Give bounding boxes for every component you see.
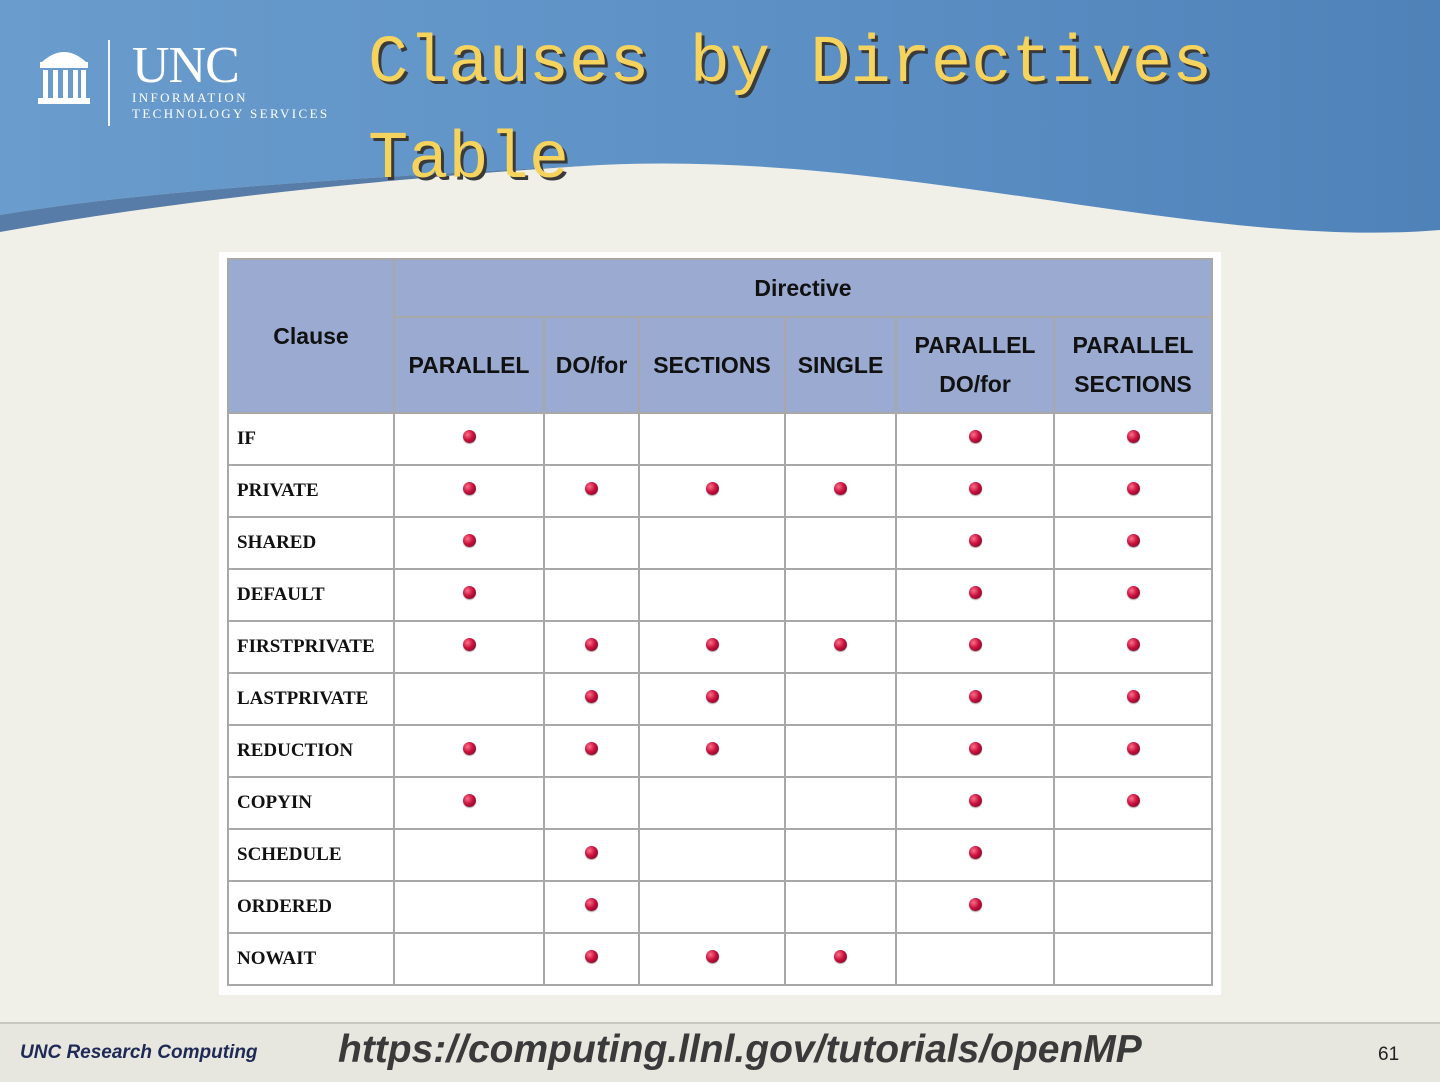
directive-header-line1: PARALLEL <box>914 332 1036 358</box>
supported-dot-icon <box>706 950 719 963</box>
table-cell <box>545 622 638 672</box>
directive-header-2 <box>640 318 784 412</box>
directive-header-line1: PARALLEL <box>408 351 530 378</box>
supported-dot-icon <box>1127 586 1140 599</box>
table-cell <box>545 414 638 464</box>
table-cell <box>1055 882 1211 932</box>
directive-header-line1: SINGLE <box>797 351 884 378</box>
logo-line-2: TECHNOLOGY SERVICES <box>132 106 330 121</box>
clause-name: DEFAULT <box>229 570 393 620</box>
supported-dot-icon <box>969 482 982 495</box>
logo-divider <box>108 40 110 126</box>
table-cell <box>395 830 543 880</box>
table-cell <box>545 726 638 776</box>
clauses-table-panel <box>219 252 1221 995</box>
directive-header-0 <box>395 318 543 412</box>
supported-dot-icon <box>969 638 982 651</box>
table-cell <box>897 830 1053 880</box>
clause-name: SHARED <box>229 518 393 568</box>
table-cell <box>395 622 543 672</box>
directive-group-header: Directive <box>395 260 1211 316</box>
table-cell <box>395 934 543 984</box>
clauses-directives-table <box>227 258 1213 986</box>
table-cell <box>786 570 895 620</box>
clause-column-header: Clause <box>229 260 393 412</box>
supported-dot-icon <box>585 950 598 963</box>
table-cell <box>640 674 784 724</box>
supported-dot-icon <box>969 430 982 443</box>
clause-name: IF <box>229 414 393 464</box>
table-cell <box>640 882 784 932</box>
clause-name: NOWAIT <box>229 934 393 984</box>
table-cell <box>640 466 784 516</box>
supported-dot-icon <box>969 846 982 859</box>
supported-dot-icon <box>969 898 982 911</box>
supported-dot-icon <box>969 794 982 807</box>
table-cell <box>640 414 784 464</box>
supported-dot-icon <box>1127 638 1140 651</box>
table-row <box>229 518 1211 568</box>
clause-name: LASTPRIVATE <box>229 674 393 724</box>
table-row <box>229 622 1211 672</box>
table-cell <box>395 726 543 776</box>
table-cell <box>1055 414 1211 464</box>
table-cell <box>897 726 1053 776</box>
table-cell <box>786 882 895 932</box>
table-row <box>229 778 1211 828</box>
footer-org: UNC Research Computing <box>20 1042 258 1063</box>
slide-title: Clauses by Directives Table <box>368 26 1213 198</box>
supported-dot-icon <box>585 846 598 859</box>
table-row <box>229 674 1211 724</box>
clause-name: COPYIN <box>229 778 393 828</box>
table-cell <box>1055 778 1211 828</box>
table-cell <box>640 830 784 880</box>
table-cell <box>786 518 895 568</box>
clause-name: ORDERED <box>229 882 393 932</box>
table-row <box>229 830 1211 880</box>
logo-line-1: INFORMATION <box>132 90 248 105</box>
clause-name: REDUCTION <box>229 726 393 776</box>
table-cell <box>640 726 784 776</box>
supported-dot-icon <box>969 690 982 703</box>
table-row <box>229 570 1211 620</box>
table-row <box>229 882 1211 932</box>
supported-dot-icon <box>463 534 476 547</box>
table-cell <box>897 518 1053 568</box>
directive-header-4 <box>897 318 1053 412</box>
table-cell <box>1055 570 1211 620</box>
table-cell <box>897 882 1053 932</box>
table-cell <box>640 570 784 620</box>
supported-dot-icon <box>1127 430 1140 443</box>
supported-dot-icon <box>585 898 598 911</box>
table-cell <box>786 778 895 828</box>
directive-header-1 <box>545 318 638 412</box>
table-body <box>229 414 1211 984</box>
table-cell <box>897 778 1053 828</box>
table-cell <box>545 570 638 620</box>
supported-dot-icon <box>706 482 719 495</box>
logo-wordmark: UNC <box>132 37 239 94</box>
table-cell <box>395 466 543 516</box>
supported-dot-icon <box>463 742 476 755</box>
table-cell <box>545 518 638 568</box>
table-cell <box>545 882 638 932</box>
supported-dot-icon <box>706 742 719 755</box>
table-cell <box>786 466 895 516</box>
table-cell <box>545 466 638 516</box>
table-cell <box>786 414 895 464</box>
supported-dot-icon <box>585 482 598 495</box>
clause-name: FIRSTPRIVATE <box>229 622 393 672</box>
supported-dot-icon <box>463 586 476 599</box>
table-cell <box>395 882 543 932</box>
table-cell <box>786 934 895 984</box>
table-cell <box>897 570 1053 620</box>
table-cell <box>395 414 543 464</box>
footer-url: https://computing.llnl.gov/tutorials/openMP <box>338 1028 1142 1071</box>
supported-dot-icon <box>834 482 847 495</box>
table-cell <box>786 830 895 880</box>
table-cell <box>640 518 784 568</box>
table-cell <box>786 622 895 672</box>
supported-dot-icon <box>585 690 598 703</box>
supported-dot-icon <box>1127 742 1140 755</box>
supported-dot-icon <box>969 534 982 547</box>
directive-header-line1: SECTIONS <box>653 351 771 378</box>
table-row <box>229 414 1211 464</box>
supported-dot-icon <box>834 638 847 651</box>
supported-dot-icon <box>463 794 476 807</box>
supported-dot-icon <box>834 950 847 963</box>
table-cell <box>545 830 638 880</box>
supported-dot-icon <box>585 638 598 651</box>
table-cell <box>1055 934 1211 984</box>
table-cell <box>897 622 1053 672</box>
table-row <box>229 726 1211 776</box>
directive-header-line1: PARALLEL <box>1072 332 1194 358</box>
table-cell <box>395 570 543 620</box>
table-cell <box>1055 466 1211 516</box>
table-row <box>229 934 1211 984</box>
unc-its-logo <box>36 36 396 132</box>
page-number: 61 <box>1378 1044 1400 1065</box>
table-cell <box>1055 622 1211 672</box>
supported-dot-icon <box>585 742 598 755</box>
table-cell <box>640 622 784 672</box>
table-cell <box>545 934 638 984</box>
clause-name: SCHEDULE <box>229 830 393 880</box>
table-cell <box>1055 518 1211 568</box>
table-cell <box>897 934 1053 984</box>
supported-dot-icon <box>969 586 982 599</box>
table-cell <box>545 674 638 724</box>
table-cell <box>897 414 1053 464</box>
supported-dot-icon <box>1127 534 1140 547</box>
directive-header-line2: SECTIONS <box>1074 371 1192 397</box>
directive-header-line2: DO/for <box>939 371 1011 397</box>
directive-header-line1: DO/for <box>555 351 628 378</box>
table-cell <box>786 674 895 724</box>
supported-dot-icon <box>463 638 476 651</box>
old-well-icon <box>36 40 92 108</box>
table-cell <box>545 778 638 828</box>
supported-dot-icon <box>706 638 719 651</box>
supported-dot-icon <box>1127 794 1140 807</box>
table-cell <box>1055 726 1211 776</box>
clause-name: PRIVATE <box>229 466 393 516</box>
table-cell <box>897 466 1053 516</box>
supported-dot-icon <box>706 690 719 703</box>
supported-dot-icon <box>969 742 982 755</box>
supported-dot-icon <box>463 482 476 495</box>
directive-header-3 <box>786 318 895 412</box>
table-cell <box>395 518 543 568</box>
table-cell <box>897 674 1053 724</box>
table-cell <box>395 778 543 828</box>
table-cell <box>1055 830 1211 880</box>
supported-dot-icon <box>1127 482 1140 495</box>
table-cell <box>640 934 784 984</box>
directive-header-5 <box>1055 318 1211 412</box>
supported-dot-icon <box>1127 690 1140 703</box>
table-cell <box>786 726 895 776</box>
table-cell <box>1055 674 1211 724</box>
table-row <box>229 466 1211 516</box>
table-cell <box>640 778 784 828</box>
table-cell <box>395 674 543 724</box>
supported-dot-icon <box>463 430 476 443</box>
